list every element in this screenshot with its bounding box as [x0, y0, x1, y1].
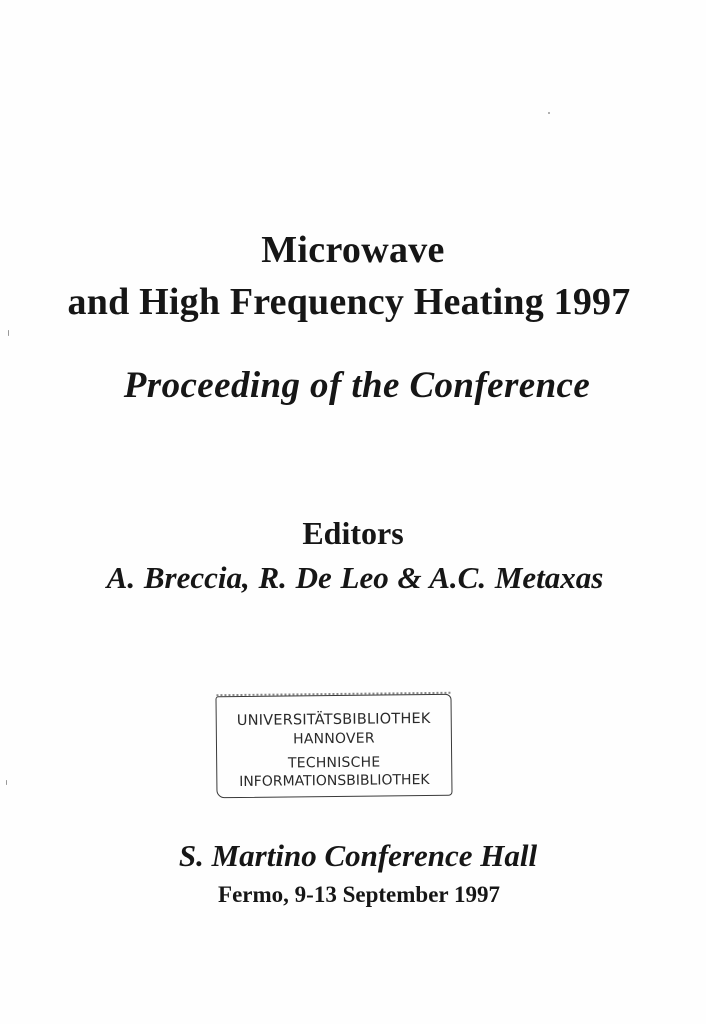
stamp-line-3: TECHNISCHE [287, 754, 381, 772]
editors-label: Editors [302, 515, 404, 551]
venue: S. Martino Conference Hall [178, 838, 538, 873]
event-date: Fermo, 9-13 September 1997 [218, 882, 500, 907]
editors-names: A. Breccia, R. De Leo & A.C. Metaxas [106, 560, 604, 595]
library-stamp [215, 694, 452, 798]
paper-speck [8, 330, 9, 336]
paper-speck [548, 112, 550, 114]
stamp-line-1: UNIVERSITÄTSBIBLIOTHEK [236, 710, 431, 730]
title-line-2: and High Frequency Heating 1997 [67, 281, 631, 323]
title-line-1: Microwave [261, 229, 445, 271]
stamp-edge [216, 692, 450, 701]
stamp-line-2: HANNOVER [293, 730, 375, 748]
paper-speck [6, 780, 7, 785]
stamp-line-4: INFORMATIONSBIBLIOTHEK [239, 772, 430, 790]
subtitle: Proceeding of the Conference [123, 365, 591, 406]
